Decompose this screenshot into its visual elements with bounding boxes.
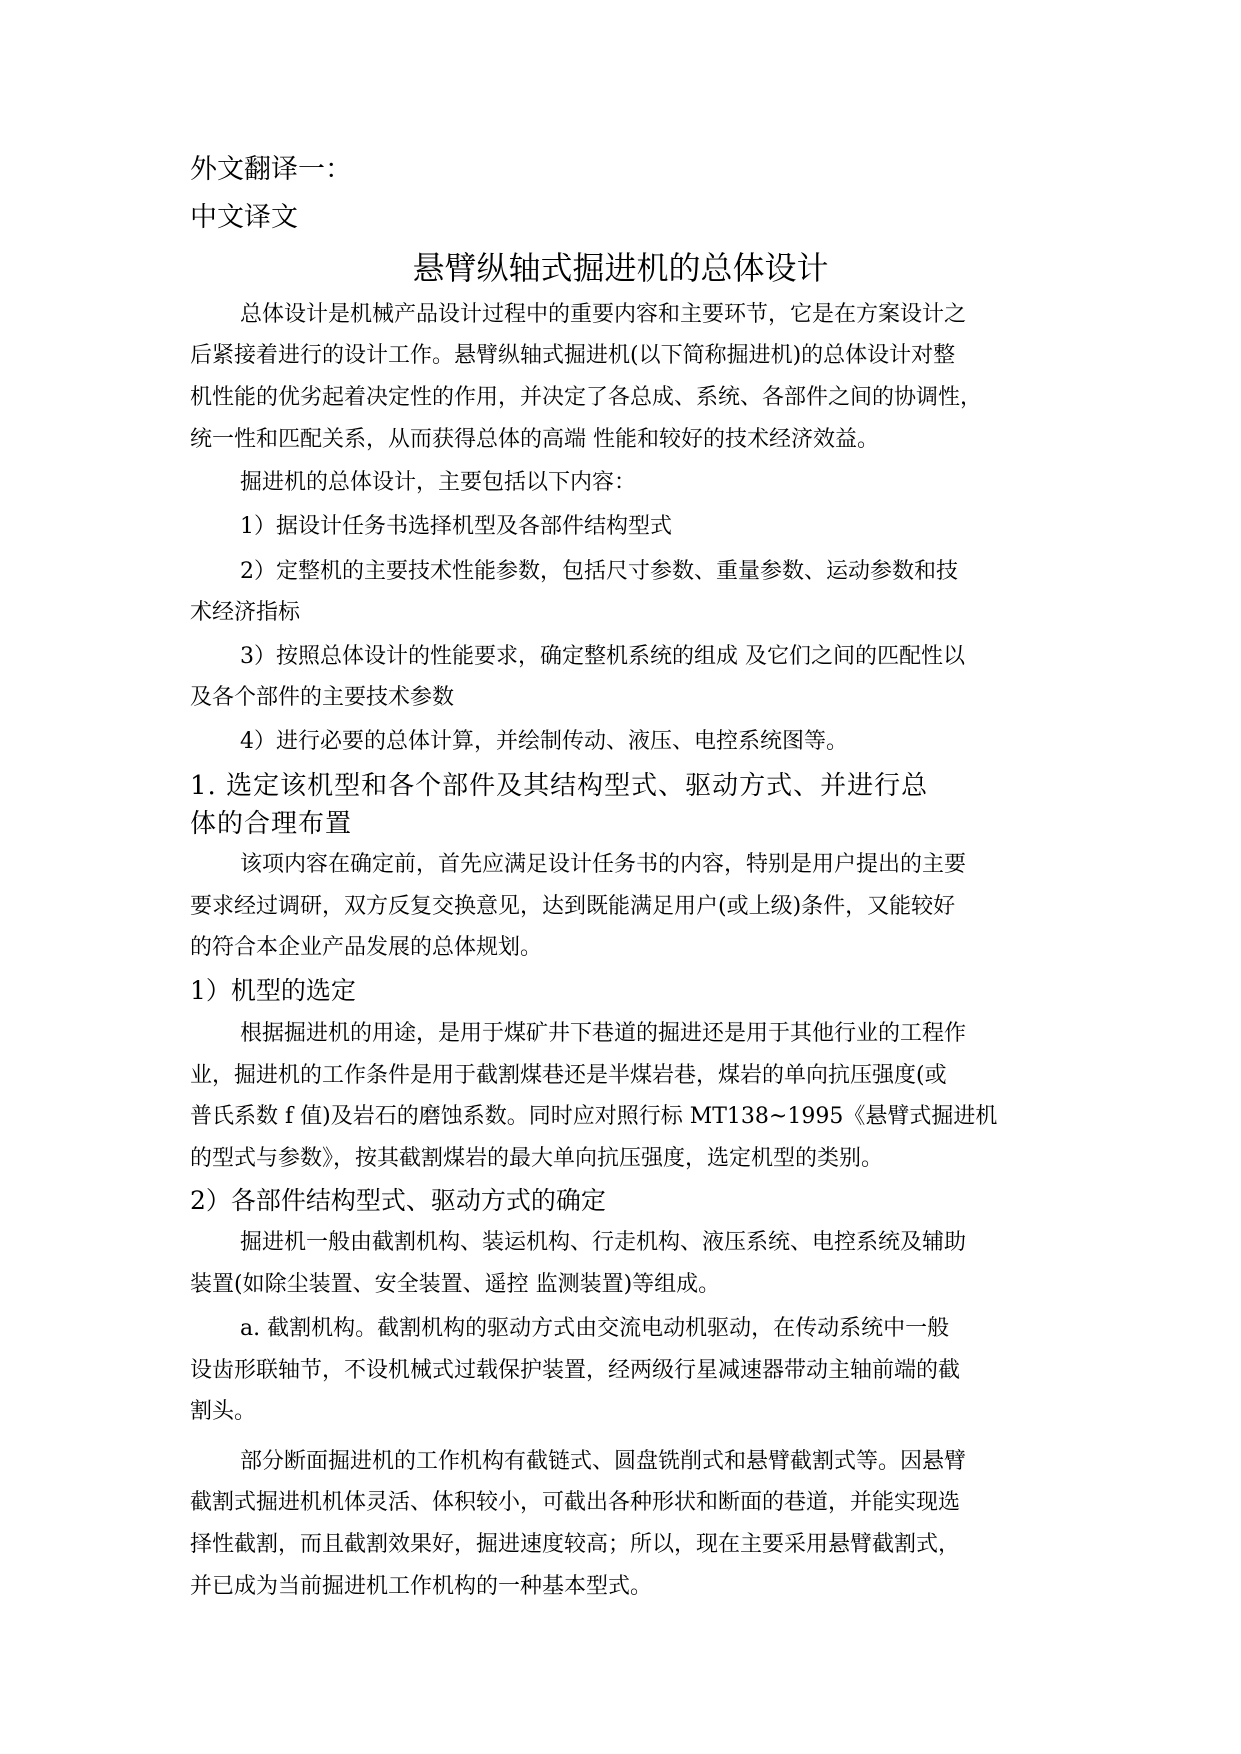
paragraph-line: 择性截割，而且截割效果好，掘进速度较高；所以，现在主要采用悬臂截割式，	[190, 1532, 961, 1557]
paragraph-line: 要求经过调研，双方反复交换意见，达到既能满足用户(或上级)条件，又能较好	[190, 894, 956, 919]
paragraph-line: 设齿形联轴节，不设机械式过载保护装置，经两级行星减速器带动主轴前端的截	[190, 1358, 961, 1383]
paragraph-line: 割头。	[190, 1399, 257, 1424]
paragraph-line: 的型式与参数》，按其截割煤岩的最大单向抗压强度，选定机型的类别。	[190, 1146, 884, 1171]
list-item: 2）定整机的主要技术性能参数，包括尺寸参数、重量参数、运动参数和技	[240, 559, 958, 584]
paragraph-line: 机性能的优劣起着决定性的作用，并决定了各总成、系统、各部件之间的协调性，	[190, 385, 983, 410]
paragraph-line: 根据掘进机的用途，是用于煤矿井下巷道的掘进还是用于其他行业的工程作	[240, 1021, 967, 1046]
paragraph-line: 截割式掘进机机体灵活、体积较小，可截出各种形状和断面的巷道，并能实现选	[190, 1490, 961, 1515]
paragraph-line: 该项内容在确定前，首先应满足设计任务书的内容，特别是用户提出的主要	[240, 852, 967, 877]
subsection-heading: 2）各部件结构型式、驱动方式的确定	[190, 1186, 606, 1215]
section-heading: 体的合理布置	[190, 809, 353, 839]
paragraph-line: 掘进机的总体设计，主要包括以下内容：	[240, 470, 637, 495]
paragraph-line: 普氏系数 f 值)及岩石的磨蚀系数。同时应对照行标 MT138~1995《悬臂式掘进机	[190, 1104, 998, 1129]
paragraph-line: 部分断面掘进机的工作机构有截链式、圆盘铣削式和悬臂截割式等。因悬臂	[240, 1449, 967, 1474]
document-title: 悬臂纵轴式掘进机的总体设计	[412, 249, 829, 287]
list-item: 3）按照总体设计的性能要求，确定整机系统的组成 及它们之间的匹配性以	[240, 644, 965, 669]
paragraph-line: 统一性和匹配关系，从而获得总体的高端 性能和较好的技术经济效益。	[190, 427, 879, 452]
label-foreign-translation: 外文翻译一：	[190, 154, 352, 185]
label-chinese-translation: 中文译文	[190, 202, 298, 233]
paragraph-line: 并已成为当前掘进机工作机构的一种基本型式。	[190, 1574, 653, 1599]
subsection-heading: 1）机型的选定	[190, 976, 356, 1005]
paragraph-line: 总体设计是机械产品设计过程中的重要内容和主要环节，它是在方案设计之	[240, 302, 967, 327]
paragraph-line: 业，掘进机的工作条件是用于截割煤巷还是半煤岩巷，煤岩的单向抗压强度(或	[190, 1063, 947, 1088]
paragraph-line: 掘进机一般由截割机构、装运机构、行走机构、液压系统、电控系统及辅助	[240, 1230, 967, 1255]
paragraph-line: 后紧接着进行的设计工作。悬臂纵轴式掘进机(以下简称掘进机)的总体设计对整	[190, 343, 956, 368]
list-item: 1）据设计任务书选择机型及各部件结构型式	[240, 514, 672, 539]
section-heading: 1. 选定该机型和各个部件及其结构型式、驱动方式、并进行总	[190, 771, 929, 801]
paragraph-line: a. 截割机构。截割机构的驱动方式由交流电动机驱动，在传动系统中一般	[240, 1316, 950, 1341]
list-item-continuation: 术经济指标	[190, 600, 301, 625]
list-item-continuation: 及各个部件的主要技术参数	[190, 685, 455, 710]
paragraph-line: 的符合本企业产品发展的总体规划。	[190, 935, 543, 960]
paragraph-line: 装置(如除尘装置、安全装置、遥控 监测装置)等组成。	[190, 1272, 721, 1297]
list-item: 4）进行必要的总体计算，并绘制传动、液压、电控系统图等。	[240, 729, 848, 754]
